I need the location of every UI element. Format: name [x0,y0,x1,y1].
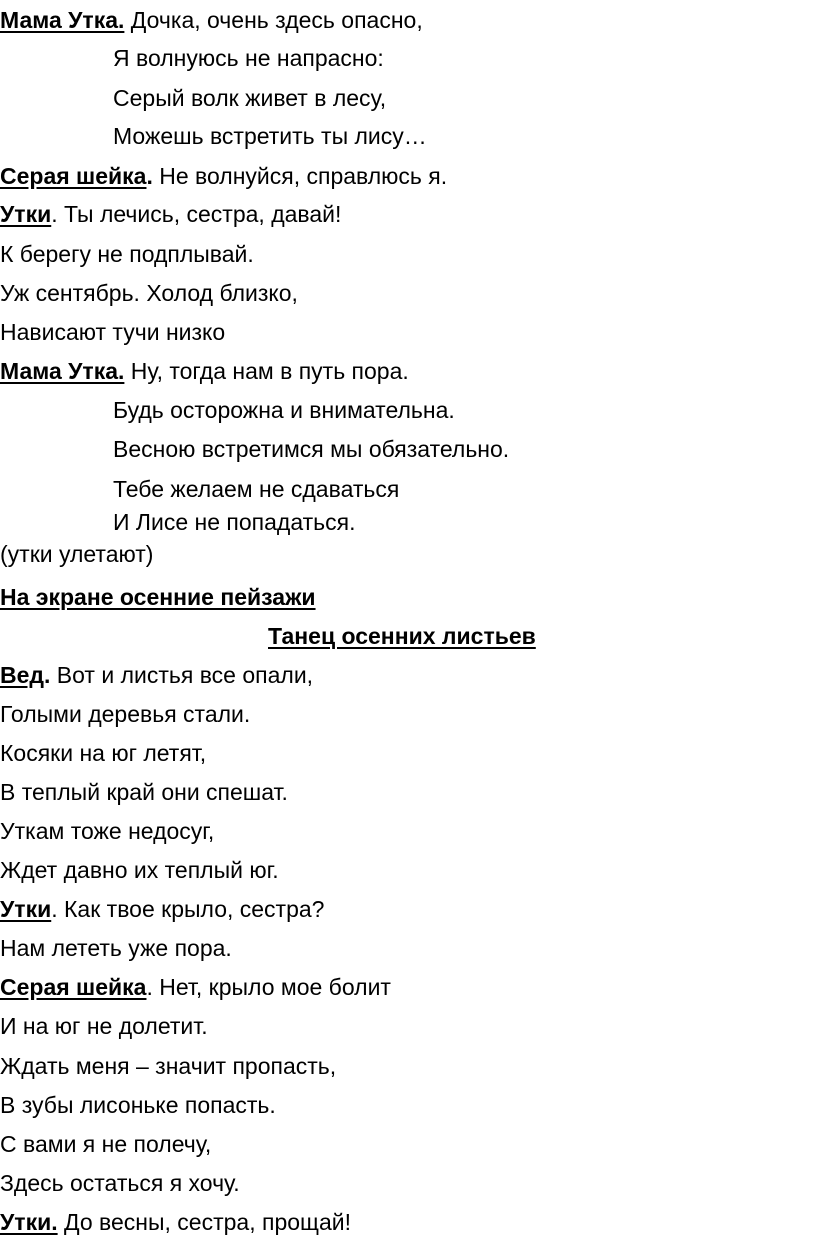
dialogue-line [0,817,214,845]
speaker-punct: . [51,896,58,922]
line-text: Ждать меня – значит пропасть, [0,1053,337,1079]
speaker-punct: . [51,201,58,227]
line-text: (утки улетают) [0,541,154,567]
dialogue-line [0,318,225,346]
dialogue-line [113,435,509,463]
dialogue-line [0,240,254,268]
speaker-label: Серая шейка [0,163,147,189]
line-text: В теплый край они спешат. [0,779,288,805]
line-text: Ну, тогда нам в путь пора. [124,358,409,384]
line-text: Голыми деревья стали. [0,701,251,727]
line-text: И Лисе не попадаться. [113,509,356,535]
line-text: До весны, сестра, прощай! [57,1209,351,1235]
line-text: Как твое крыло, сестра? [57,896,325,922]
dialogue-line [0,279,298,307]
dialogue-line [0,1208,351,1236]
dialogue-line [0,200,341,228]
dialogue-line [0,856,279,884]
dialogue-line [0,1052,336,1080]
line-text: Ты лечись, сестра, давай! [57,201,342,227]
dialogue-line [113,84,386,112]
dialogue-line [0,895,324,923]
line-text: Можешь встретить ты лису… [113,123,427,149]
line-text: Тебе желаем не сдаваться [113,476,400,502]
speaker-punct: . [44,662,51,688]
dialogue-line [0,1091,276,1119]
line-text: С вами я не полечу, [0,1131,212,1157]
line-text: Нам лететь уже пора. [0,935,232,961]
section-heading [0,583,316,611]
dialogue-line [0,739,206,767]
line-text: Вот и листья все опали, [50,662,314,688]
line-text: Косяки на юг летят, [0,740,207,766]
line-text: Уткам тоже недосуг, [0,818,215,844]
line-text: Нависают тучи низко [0,319,226,345]
dialogue-line [0,1012,208,1040]
speaker-label: Мама Утка. [0,7,125,33]
line-text: Дочка, очень здесь опасно, [124,7,423,33]
dialogue-line [0,778,288,806]
dialogue-line [113,122,427,150]
dialogue-line [0,973,391,1001]
dialogue-line [0,1169,240,1197]
line-text: К берегу не подплывай. [0,241,254,267]
heading-text: Танец осенних листьев [268,623,536,649]
speaker-label: Утки [0,201,52,227]
line-text: Я волнуюсь не напрасно: [113,45,384,71]
dialogue-line [0,6,423,34]
dialogue-line [0,934,232,962]
line-text: Весною встретимся мы обязательно. [113,436,510,462]
section-heading-centered [268,622,536,650]
dialogue-line [113,44,384,72]
line-text: Ждет давно их теплый юг. [0,857,279,883]
line-text: Не волнуйся, справлюсь я. [152,163,448,189]
dialogue-line [113,475,399,503]
speaker-punct: . [146,974,153,1000]
speaker-label: Утки. [0,1209,58,1235]
speaker-punct: . [146,163,153,189]
speaker-label: Вед [0,662,45,688]
speaker-label: Мама Утка. [0,358,125,384]
line-text: Нет, крыло мое болит [152,974,391,1000]
dialogue-line [0,357,409,385]
stage-direction [0,540,153,568]
dialogue-line [0,162,447,190]
speaker-label: Серая шейка [0,974,147,1000]
line-text: В зубы лисоньке попасть. [0,1092,276,1118]
speaker-label: Утки [0,896,52,922]
line-text: И на юг не долетит. [0,1013,208,1039]
heading-text: На экране осенние пейзажи [0,584,316,610]
dialogue-line [113,396,455,424]
line-text: Здесь остаться я хочу. [0,1170,240,1196]
dialogue-line [0,700,250,728]
line-text: Будь осторожна и внимательна. [113,397,455,423]
dialogue-line [0,661,313,689]
dialogue-line [0,1130,211,1158]
line-text: Уж сентябрь. Холод близко, [0,280,298,306]
dialogue-line [113,508,356,536]
line-text: Серый волк живет в лесу, [113,85,387,111]
